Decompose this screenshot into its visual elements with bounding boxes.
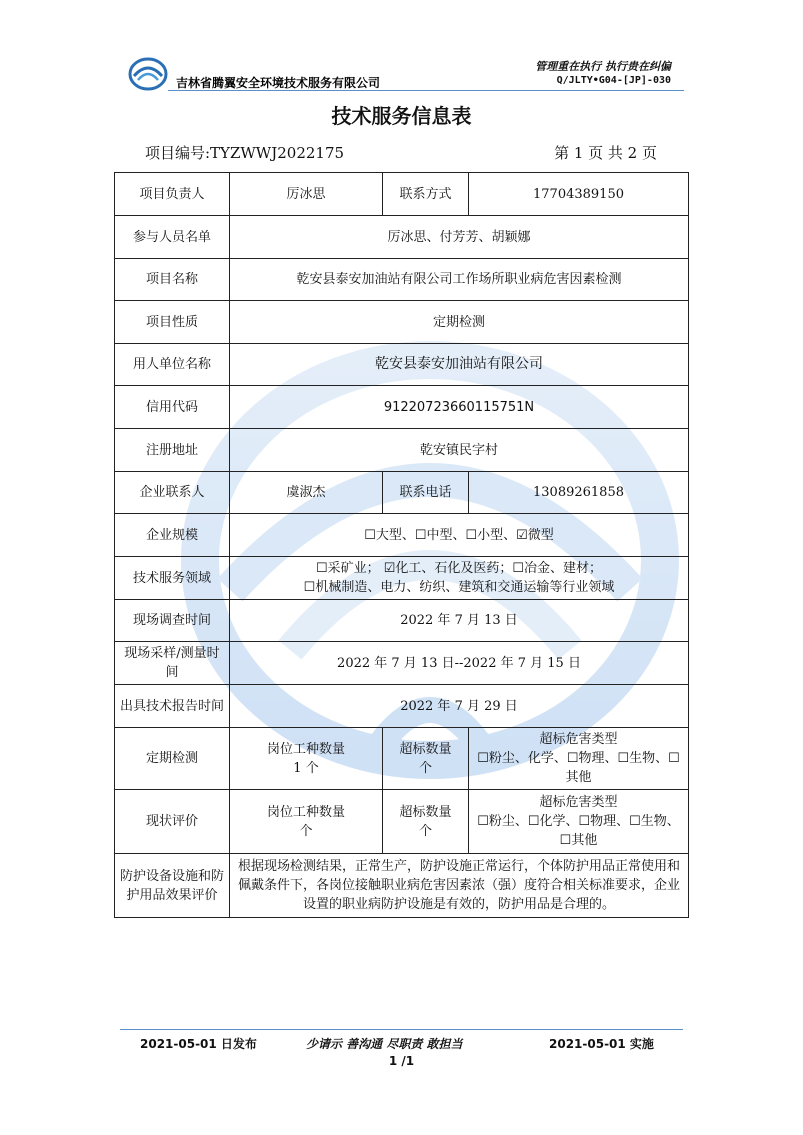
page-number: 1 /1 [388, 1054, 415, 1068]
employer-label: 用人单位名称 [115, 344, 230, 386]
protection-evaluation: 根据现场检测结果，正常生产，防护设施正常运行，个体防护用品正常使用和佩戴条件下，各岗位接触职业病危害因素浓（强）度符合相关标准要求，企业设置的职业病防护设施是有效的，防护用品是合理的。 [230, 854, 689, 918]
field-value [230, 557, 689, 600]
project-nature-value: 定期检测 [230, 301, 689, 344]
contact-value: 17704389150 [469, 173, 689, 216]
project-name-value: 乾安县泰安加油站有限公司工作场所职业病危害因素检测 [230, 259, 689, 301]
survey-time-value: 2022 年 7 月 13 日 [230, 600, 689, 642]
status-hazard-types: 超标危害类型 ☐粉尘、☐化学、☐物理、☐生物、☐其他 [469, 790, 689, 854]
header-motto: 管理重在执行 执行贵在纠偏 [535, 60, 671, 73]
report-time-label: 出具技术报告时间 [115, 685, 230, 728]
members-label: 参与人员名单 [115, 216, 230, 259]
project-number: 项目编号:TYZWWJ2022175 [145, 144, 345, 162]
address-label: 注册地址 [115, 429, 230, 472]
enterprise-contact-label: 企业联系人 [115, 472, 230, 514]
protection-label: 防护设备设施和防护用品效果评价 [115, 854, 230, 918]
footer-divider [120, 1029, 683, 1030]
page-indicator: 第 1 页 共 2 页 [554, 144, 657, 162]
project-nature-label: 项目性质 [115, 301, 230, 344]
sampling-time-value: 2022 年 7 月 13 日--2022 年 7 月 15 日 [230, 642, 689, 685]
field-line-1: ☐采矿业； ☑化工、石化及医药；☐冶金、建材； [315, 561, 603, 576]
phone-label: 联系电话 [383, 472, 469, 514]
leader-label: 项目负责人 [115, 173, 230, 216]
document-code: Q/JLTY•G04-[JP]-030 [556, 75, 671, 86]
company-logo-icon [128, 54, 168, 92]
effective-date: 2021-05-01 实施 [549, 1037, 654, 1051]
issue-date: 2021-05-01 日发布 [140, 1037, 257, 1051]
credit-code-label: 信用代码 [115, 386, 230, 429]
phone-value: 13089261858 [469, 472, 689, 514]
project-name-label: 项目名称 [115, 259, 230, 301]
page-header [0, 0, 803, 100]
leader-value: 厉冰思 [230, 173, 383, 216]
footer-slogan: 少请示 善沟通 尽职责 敢担当 [306, 1037, 463, 1051]
page-title: 技术服务信息表 [331, 104, 472, 128]
scale-label: 企业规模 [115, 514, 230, 557]
company-name: 吉林省腾翼安全环境技术服务有限公司 [176, 76, 381, 90]
periodic-posts: 岗位工种数量 1 个 [230, 728, 383, 790]
service-info-table [114, 172, 689, 918]
address-value: 乾安镇民字村 [230, 429, 689, 472]
status-posts: 岗位工种数量 个 [230, 790, 383, 854]
sampling-time-label: 现场采样/测量时间 [115, 642, 230, 685]
scale-value: ☐大型、☐中型、☐小型、☑微型 [230, 514, 689, 557]
contact-label: 联系方式 [383, 173, 469, 216]
employer-value: 乾安县泰安加油站有限公司 [230, 344, 689, 386]
report-time-value: 2022 年 7 月 29 日 [230, 685, 689, 728]
members-value: 厉冰思、付芳芳、胡颖娜 [230, 216, 689, 259]
status-exceed: 超标数量 个 [383, 790, 469, 854]
enterprise-contact-value: 虞淑杰 [230, 472, 383, 514]
field-label: 技术服务领域 [115, 557, 230, 600]
header-divider [168, 90, 684, 91]
periodic-hazard-types: 超标危害类型 ☐粉尘、化学、☐物理、☐生物、☐其他 [469, 728, 689, 790]
status-label: 现状评价 [115, 790, 230, 854]
field-line-2: ☐机械制造、电力、纺织、建筑和交通运输等行业领域 [303, 580, 615, 595]
credit-code-value: 91220723660115751N [230, 386, 689, 429]
periodic-exceed: 超标数量 个 [383, 728, 469, 790]
survey-time-label: 现场调查时间 [115, 600, 230, 642]
periodic-label: 定期检测 [115, 728, 230, 790]
